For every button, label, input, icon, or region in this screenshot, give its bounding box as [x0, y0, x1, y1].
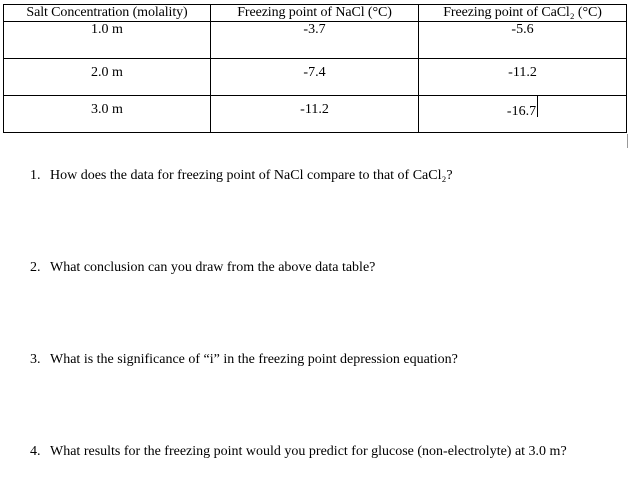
table-row [4, 96, 627, 133]
cell-text: 1.0 m [91, 22, 123, 37]
table-cell-nacl [211, 22, 419, 59]
cell-text: 3.0 m [91, 102, 123, 117]
table-row [4, 22, 627, 59]
question-text: What is the significance of “i” in the freezing point depression equation? [50, 352, 458, 367]
header-freezing-point-cacl2: Freezing point of CaCl₂ (°C) [419, 5, 627, 22]
header-freezing-point-nacl: Freezing point of NaCl (°C) [211, 5, 419, 22]
text-cursor [537, 96, 538, 117]
table-cell-cacl2 [419, 59, 627, 96]
question-text: What results for the freezing point would you predict for glucose (non-electrolyte) at 3.0 m? [50, 444, 567, 459]
cell-text: -11.2 [300, 102, 329, 117]
table-header-row [4, 5, 627, 22]
cell-text[interactable]: -16.7 [506, 104, 537, 119]
question-text: How does the data for freezing point of NaCl compare to that of CaCl₂? [50, 168, 453, 183]
column-resize-marker [627, 134, 628, 148]
table-cell-concentration [4, 59, 211, 96]
cell-text: -3.7 [303, 22, 326, 37]
table-cell-concentration [4, 96, 211, 133]
header-salt-concentration: Salt Concentration (molality) [4, 5, 211, 22]
question-text: What conclusion can you draw from the above data table? [50, 260, 376, 275]
freezing-point-data-table [3, 4, 627, 133]
cell-text: 2.0 m [91, 65, 123, 80]
cell-text: -11.2 [508, 65, 537, 80]
question-number: 3. [30, 352, 41, 367]
table-cell-cacl2 [419, 22, 627, 59]
table-cell-cacl2[interactable] [419, 96, 627, 133]
table-row [4, 59, 627, 96]
table-cell-nacl [211, 59, 419, 96]
question-number: 4. [30, 444, 41, 459]
question-number: 2. [30, 260, 41, 275]
cell-text: -5.6 [511, 22, 534, 37]
cell-text: -7.4 [303, 65, 326, 80]
table-cell-nacl [211, 96, 419, 133]
table-cell-concentration [4, 22, 211, 59]
question-number: 1. [30, 168, 41, 183]
